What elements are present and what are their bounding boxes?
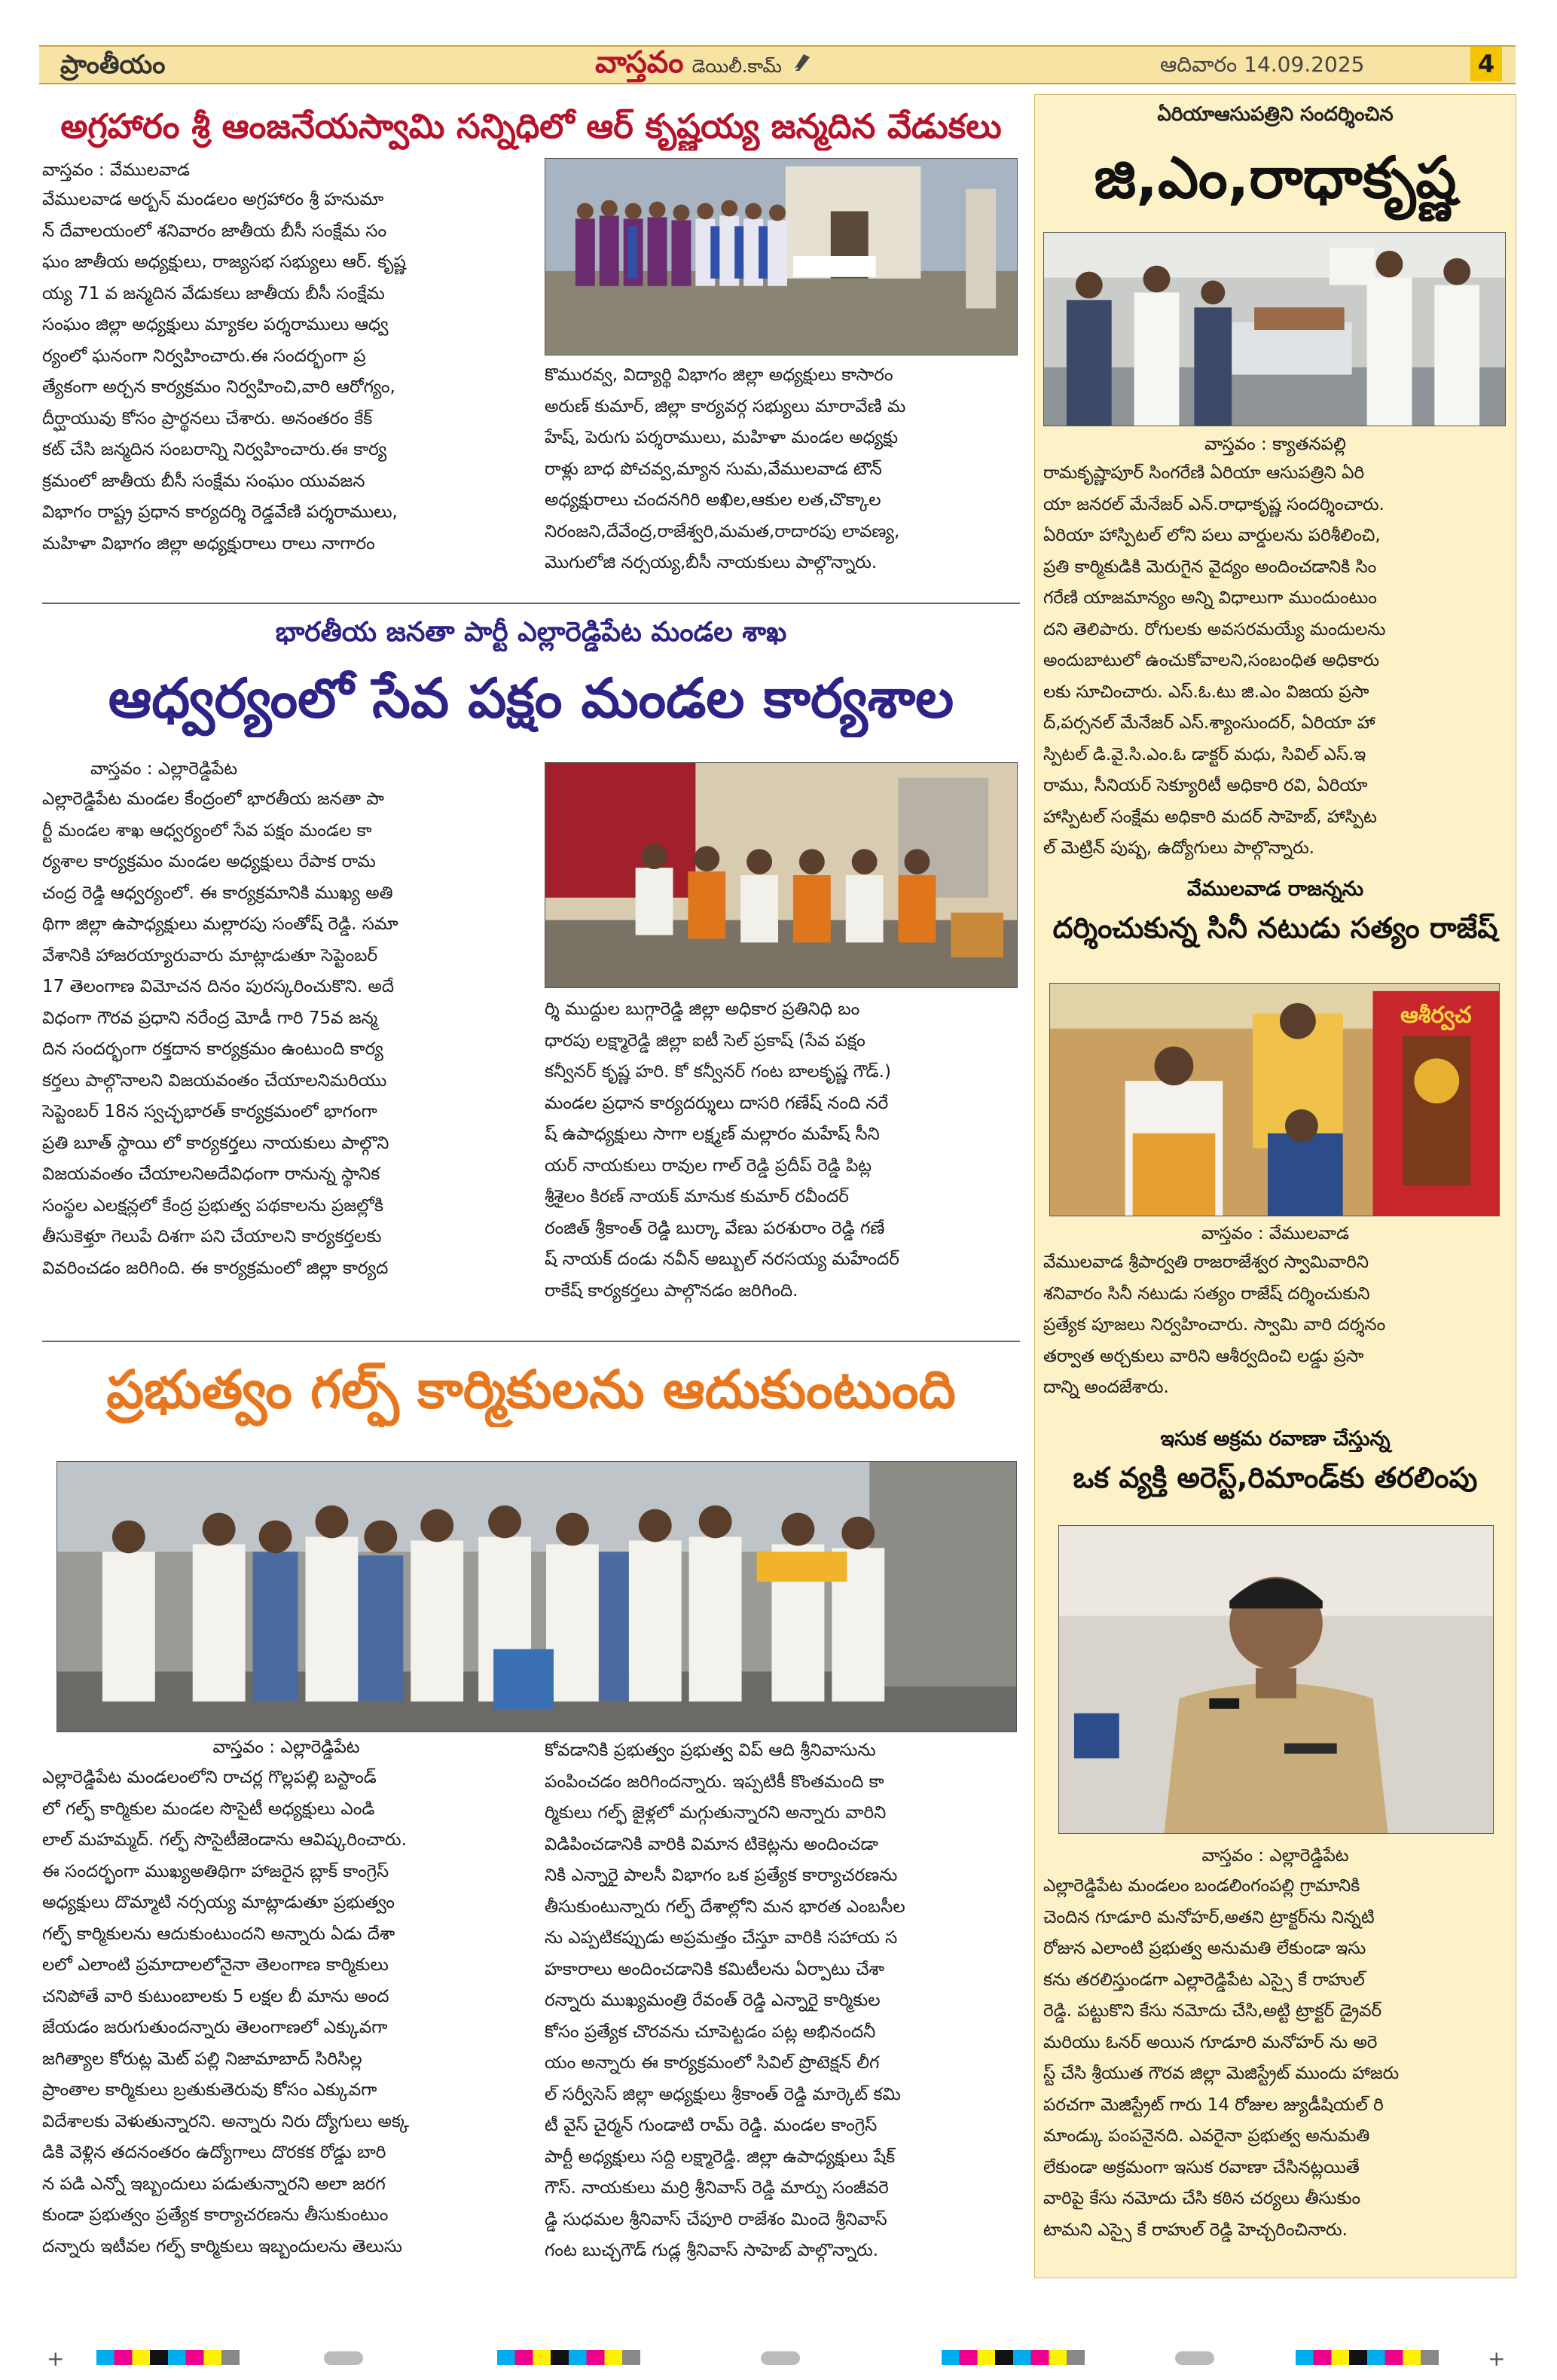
story2-column-1: ఎల్లారెడ్డిపేట మండల కేంద్రంలో భారతీయ జనతా పా ర్టీ మండల శాఖ ఆధ్వర్యంలో సేవ పక్షం మండల కా ర్యశాల కార్యక్రమం మండల అధ్యక్షులు రేపాక రామ చంద్ర రెడ్డి ఆధ్వర్యంలో. ఈ కార్యక్రమానికి ముఖ్య అతి థిగా జిల్లా ఉపాధ్యక్షులు మల్లారపు సంతోష్ రెడ్డి. సమా వేశానికి హాజరయ్యారువారు మాట్లాడుతూ సెప్టెంబర్ 17 తెలంగాణ విమోచన దినం పురస్కరించుకొని. అదే విధంగా గౌరవ ప్రధాని నరేంద్ర మోడీ గారి 75వ జన్మ దిన సందర్భంగా రక్తదాన కార్యక్రమం ఉంటుంది కార్య కర్తలు పాల్గొనాలని విజయవంతం చేయాలనిమరియు సెప్టెంబర్ 18న స్వచ్ఛభారత్ కార్యక్రమంలో భాగంగా ప్రతి బూత్ స్థాయి లో కార్యకర్తలు నాయకులు పాల్గొని విజయవంతం చేయాలనిఅదేవిధంగా రానున్న స్థానిక సంస్థల ఎలక్షన్లలో కేంద్ర ప్రభుత్వ పథకాలను ప్రజల్లోకి తీసుకెళ్తూ గెలుపే దిశగా పని చేయాలని కార్యకర్తలకు వివరించడం జరిగింది. ఈ కార్యక్రమంలో జిల్లా కార్యద [42, 789, 398, 1278]
story5-body: వేములవాడ శ్రీపార్వతి రాజరాజేశ్వర స్వామివారిని శనివారం సినీ నటుడు సత్యం రాజేష్ దర్శించుకుని ప్రత్యేక పూజలు నిర్వహించారు. స్వామి వారి దర్శనం తర్వాత అర్చకులు వారిని ఆశీర్వదించి లడ్డు ప్రసా దాన్ని అందజేశారు. [1043, 1253, 1386, 1397]
story6-photo [1058, 1525, 1494, 1834]
color-bar-3 [942, 2350, 1085, 2365]
story3-dateline: వాస్తవం : ఎల్లారెడ్డిపేట [212, 1738, 360, 1757]
color-bar-1 [96, 2350, 240, 2365]
page-number: 4 [1470, 47, 1502, 81]
story5-dateline: వాస్తవం : వేములవాడ [1201, 1224, 1349, 1243]
story4-photo [1043, 232, 1506, 426]
section-label: ప్రాంతీయం [60, 50, 166, 80]
story1-column-2: కొమురవ్వ, విద్యార్థి విభాగం జిల్లా అధ్యక్షులు కాసారం అరుణ్ కుమార్, జిల్లా కార్యవర్గ సభ్యులు మారావేణి మ హేష్, పెరుగు పర్శరాములు, మహిళా మండల అధ్యక్షు రాళ్లు బాధ పోచవ్వ,మ్యాన సుమ,వేములవాడ టౌన్ అధ్యక్షురాలు చందనగిరి అఖిల,ఆకుల లత,చొక్కాల నిరంజని,దేవేంద్ర,రాజేశ్వరి,మమత,రాదారపు లావణ్య, మొగులోజి నర్సయ్య,బీసీ నాయకులు పాల్గొన్నారు. [545, 365, 906, 572]
gray-swatch-1 [324, 2351, 363, 2365]
divider-1 [42, 603, 1020, 604]
story2-photo [545, 762, 1018, 988]
masthead [595, 44, 814, 81]
story4-dateline: వాస్తవం : క్యాతనపల్లి [1204, 435, 1346, 454]
story6-body: ఎల్లారెడ్డిపేట మండలం బండలింగంపల్లి గ్రామానికి చెందిన గూడూరి మనోహర్,అతని ట్రాక్టర్‌ను నిన్నటి రోజున ఎలాంటి ప్రభుత్వ అనుమతి లేకుండా ఇసు కను తరలిస్తుండగా ఎల్లారెడ్డిపేట ఎస్సై కే రాహుల్ రెడ్డి. పట్టుకొని కేసు నమోదు చేసి,అట్టి ట్రాక్టర్ డ్రైవర్ మరియు ఓనర్ అయిన గూడూరి మనోహర్ ను అరె స్ట్ చేసి శ్రీయుత గౌరవ జిల్లా మెజిస్ట్రేట్ ముందు హాజరు పరచగా మెజిస్ట్రేట్ గారు 14 రోజుల జ్యుడీషియల్ రి మాండ్కు పంపనైనది. ఎవరైనా ప్రభుత్వ అనుమతి లేకుండా అక్రమంగా ఇసుక రవాణా చేసినట్లయితే వారిపై కేసు నమోదు చేసి కఠిన చర్యలు తీసుకుం టామని ఎస్సై కే రాహుల్ రెడ్డి హెచ్చరించినారు. [1043, 1876, 1400, 2240]
story5-headline: దర్శించుకున్న సినీ నటుడు సత్యం రాజేష్ [1052, 911, 1498, 944]
story5-kicker: వేములవాడ రాజన్నను [1186, 877, 1364, 901]
registration-mark-right: + [1488, 2346, 1506, 2371]
story1-column-1: వేములవాడ అర్బన్ మండలం అగ్రహారం శ్రీ హనుమా న్ దేవాలయంలో శనివారం జాతీయ బీసీ సంక్షేమ సం ఘం జాతీయ అధ్యక్షులు, రాజ్యసభ సభ్యులు ఆర్. కృష్ణ య్య 71 వ జన్మదిన వేడుకలు జాతీయ బీసీ సంక్షేమ సంఘం జిల్లా అధ్యక్షులు మ్యాకల పర్శరాములు ఆధ్వ ర్యంలో ఘనంగా నిర్వహించారు.ఈ సందర్భంగా ప్ర త్యేకంగా అర్చన కార్యక్రమం నిర్వహించి,వారి ఆరోగ్యం, దీర్ఘాయువు కోసం ప్రార్థనలు చేశారు. అనంతరం కేక్ కట్ చేసి జన్మదిన సంబరాన్ని నిర్వహించారు.ఈ కార్య క్రమంలో జాతీయ బీసీ సంక్షేమ సంఘం యువజన విభాగం రాష్ట్ర ప్రధాన కార్యదర్శి రెడ్డవేణి పర్శరాములు, మహిళా విభాగం జిల్లా అధ్యక్షురాలు రాలు నాగారం [42, 190, 406, 554]
story4-headline: జి,ఎం,రాధాకృష్ణ [1094, 144, 1457, 211]
story2-column-2: ర్శి ముద్దుల బుగ్గారెడ్డి జిల్లా అధికార ప్రతినిధి బం ధారపు లక్ష్మారెడ్డి జిల్లా ఐటీ సెల్ ప్రకాష్ (సేవ పక్షం కన్వీనర్ కృష్ణ హరి. కో కన్వీనర్ గంట బాలకృష్ణ గౌడ్.) మండల ప్రధాన కార్యదర్శులు దాసరి గణేష్ నంది నరే ష్ ఉపాధ్యక్షులు సాగా లక్ష్మణ్ మల్లారం మహేష్ సీని యర్ నాయకులు రావుల గాల్ రెడ్డి ప్రదీప్ రెడ్డి పిట్ల శ్రీశైలం కిరణ్ నాయక్ మానుక కుమార్ రవీందర్ రంజిత్ శ్రీకాంత్ రెడ్డి బుర్కా వేణు పరశురాం రెడ్డి గణే ష్ నాయక్ దండు నవీన్ అబ్బుల్ నరసయ్య మహేందర్ రాకేష్ కార్యకర్తలు పాల్గొనడం జరిగింది. [545, 999, 899, 1301]
masthead-title: వాస్తవం [595, 45, 684, 80]
story4-kicker: ఏరియాఆసుపత్రిని సందర్శించిన [1157, 103, 1394, 126]
issue-date: ఆదివారం 14.09.2025 [1160, 52, 1365, 77]
gray-swatch-2 [761, 2351, 800, 2365]
story2-headline: ఆధ్వర్యంలో సేవ పక్షం మండల కార్యశాల [108, 667, 954, 730]
color-bar-2 [497, 2350, 640, 2365]
color-bar-4 [1296, 2350, 1439, 2365]
story1-photo [545, 158, 1018, 355]
story4-body: రామకృష్ణాపూర్ సింగరేణి ఏరియా ఆసుపత్రిని ఏరి యా జనరల్ మేనేజర్ ఎన్.రాధాకృష్ణ సందర్శించారు. ఏరియా హాస్పిటల్ లోని పలు వార్డులను పరిశీలించి, ప్రతి కార్మికుడికి మెరుగైన వైద్యం అందించడానికి సిం గరేణి యాజమాన్యం అన్ని విధాలుగా ముందుంటుం దని తెలిపారు. రోగులకు అవసరమయ్యే మందులను అందుబాటులో ఉంచుకోవాలని,సంబంధిత అధికారు లకు సూచించారు. ఎస్.ఓ.టు జి.ఎం విజయ ప్రసా ద్,పర్సనల్ మేనేజర్ ఎస్.శ్యాంసుందర్, ఏరియా హా స్పిటల్ డి.వై.సి.ఎం.ఓ డాక్టర్ మధు, సివిల్ ఎస్.ఇ రాము, సీనియర్ సెక్యూరిటీ అధికారి రవి, ఏరియా హాస్పిటల్ సంక్షేమ అధికారి మదర్ సాహెబ్, హాస్పిట ల్ మెట్రిన్ పుష్ప, ఉద్యోగులు పాల్గొన్నారు. [1043, 463, 1386, 858]
story1-headline: అగ్రహారం శ్రీ ఆంజనేయస్వామి సన్నిధిలో ఆర్ కృష్ణయ్య జన్మదిన వేడుకలు [60, 106, 1002, 146]
temple-banner-text: ఆశీర్వచ [1400, 1002, 1472, 1029]
story6-kicker: ఇసుక అక్రమ రవాణా చేస్తున్న [1160, 1427, 1391, 1451]
story1-dateline: వాస్తవం : వేములవాడ [42, 160, 190, 180]
story3-column-2: కోవడానికి ప్రభుత్వం ప్రభుత్వ విప్ ఆది శ్రీనివాసును పంపించడం జరిగిందన్నారు. ఇప్పటికీ కొంతమంది కా ర్మికులు గల్ఫ్ జైళ్లలో మగ్గుతున్నారని అన్నారు వారిని విడిపించడానికి వారికి విమాన టికెట్లను అందించడా నికి ఎన్నారై పాలసీ విభాగం ఒక ప్రత్యేక కార్యాచరణను తీసుకుంటున్నారు గల్ఫ్ దేశాల్లోని మన భారత ఎంబసీల ను ఎప్పటికప్పుడు అప్రమత్తం చేస్తూ వారికి సహాయ స హకారాలు అందించడానికి కమిటీలను ఏర్పాటు చేశా రన్నారు ముఖ్యమంత్రి రేవంత్ రెడ్డి ఎన్నారై కార్మికుల కోసం ప్రత్యేక చొరవను చూపెట్టడం పట్ల అభినందనీ యం అన్నారు ఈ కార్యక్రమంలో సివిల్ ప్రొటెక్షన్ లీగ ల్ సర్వీసెస్ జిల్లా అధ్యక్షులు శ్రీకాంత్ రెడ్డి మార్కెట్ కమి టీ వైస్ చైర్మన్ గుండాటి రామ్ రెడ్డి. మండల కాంగ్రెస్ పార్టీ అధ్యక్షులు సద్ది లక్ష్మారెడ్డి. జిల్లా ఉపాధ్యక్షులు షేక్ గౌస్. నాయకులు మర్రి శ్రీనివాస్ రెడ్డి మార్పు సంజీవరె డ్డి సుధమల శ్రీనివాస్ చేపూరి రాజేశం మిందె శ్రీనివాస్ గంట బుచ్చగౌడ్ గుడ్ల శ్రీనివాస్ సాహెబ్ పాల్గొన్నారు. [545, 1741, 905, 2260]
registration-mark-left: + [47, 2346, 65, 2371]
story5-photo [1049, 983, 1500, 1216]
gray-swatch-3 [1175, 2351, 1214, 2365]
story6-dateline: వాస్తవం : ఎల్లారెడ్డిపేట [1201, 1846, 1349, 1866]
story3-column-1: ఎల్లారెడ్డిపేట మండలంలోని రాచర్ల గొల్లపల్లి బస్టాండ్ లో గల్ఫ్ కార్మికుల మండల సొసైటీ అధ్యక్షులు ఎండి లాల్ మహమ్మద్. గల్ఫ్ సొసైటీజెండాను ఆవిష్కరించారు. ఈ సందర్భంగా ముఖ్యఅతిథిగా హాజరైన బ్లాక్ కాంగ్రెస్ అధ్యక్షులు దొమ్మాటి నర్సయ్య మాట్లాడుతూ ప్రభుత్వం గల్ఫ్ కార్మికులను ఆదుకుంటుందని అన్నారు ఏడు దేశా లలో ఎలాంటి ప్రమాదాలలోనైనా తెలంగాణ కార్మికులు చనిపోతే వారి కుటుంబాలకు 5 లక్షల బీ మాను అంద జేయడం జరుగుతుందన్నారు తెలంగాణలో ఎక్కువగా జగిత్యాల కోరుట్ల మెట్ పల్లి నిజామాబాద్ సిరిసిల్ల ప్రాంతాల కార్మికులు బ్రతుకుతెరువు కోసం ఎక్కువగా విదేశాలకు వెళుతున్నారని. అన్నారు నిరు ద్యోగులు అక్క డికి వెళ్లిన తదనంతరం ఉద్యోగాలు దొరకక రోడ్డు బారి న పడి ఎన్నో ఇబ్బందులు పడుతున్నారని అలా జరగ కుండా ప్రభుత్వం ప్రత్యేక కార్యాచరణను తీసుకుంటుం దన్నారు ఇటీవల గల్ఫ్ కార్మికులు ఇబ్బందులను తెలుసు [42, 1768, 409, 2256]
pen-nib-icon [790, 50, 814, 89]
story6-headline: ఒక వ్యక్తి అరెస్ట్,రిమాండ్‌కు తరలింపు [1073, 1461, 1478, 1494]
story3-headline: ప్రభుత్వం గల్ఫ్ కార్మికులను ఆదుకుంటుంది [106, 1359, 956, 1420]
divider-2 [42, 1341, 1020, 1342]
masthead-subtitle: డెయిలీ.కామ్ [691, 56, 782, 77]
story2-dateline: వాస్తవం : ఎల్లారెడ్డిపేట [90, 759, 238, 779]
story2-kicker: భారతీయ జనతా పార్టీ ఎల్లారెడ్డిపేట మండల శాఖ [275, 617, 787, 648]
story3-photo [56, 1461, 1017, 1732]
